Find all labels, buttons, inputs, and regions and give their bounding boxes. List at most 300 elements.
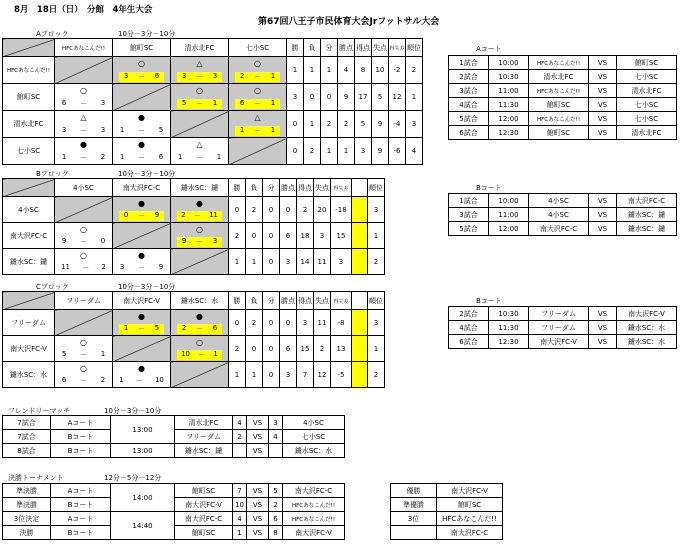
block-b-format: 10分－3分－10分 xyxy=(118,170,176,178)
block-a-format: 10分－3分－10分 xyxy=(118,30,176,38)
match-cell xyxy=(283,416,345,430)
schedule-cell xyxy=(617,112,677,126)
stat-value: 6 xyxy=(285,231,291,240)
match-cell: △ 3 － 3 xyxy=(171,57,229,84)
stat-value: 2 xyxy=(234,344,240,353)
col-header xyxy=(55,292,113,310)
stat-cell xyxy=(406,57,423,84)
stat-cell xyxy=(304,138,321,165)
stat-cell xyxy=(280,310,297,336)
score-against: 0 xyxy=(100,236,106,245)
schedule-value: 10:30 xyxy=(498,72,519,81)
result-value: HFCあなこんだ!! xyxy=(442,514,497,523)
stat-header xyxy=(314,179,331,197)
stat-cell xyxy=(280,197,297,223)
finals-label: 決勝トーナメント xyxy=(8,474,64,482)
match-cell: △ 1 － 1 xyxy=(171,138,229,165)
stat-cell xyxy=(263,310,280,336)
stat-header: 得点 xyxy=(298,296,312,305)
stat-value: 3 xyxy=(285,257,291,266)
score-for: 3 xyxy=(119,262,125,271)
score-against: 1 xyxy=(270,98,276,107)
team-name: フリーダム xyxy=(11,318,46,327)
schedule-value: 11:00 xyxy=(498,86,519,95)
col-header xyxy=(113,292,171,310)
result-value: 準優勝 xyxy=(403,500,424,509)
stat-cell xyxy=(314,223,331,249)
match-value: 10 xyxy=(235,500,244,509)
match-cell xyxy=(247,498,269,512)
stat-cell xyxy=(314,310,331,336)
stat-value: 0 xyxy=(285,318,291,327)
team-name: 鑓水SC：鑓 xyxy=(9,257,48,266)
score-for: 1 xyxy=(119,152,125,161)
stat-value: 0 xyxy=(268,370,274,379)
stat-value: 3 xyxy=(360,147,366,155)
stat-header xyxy=(338,39,355,57)
result-value: 館町SC xyxy=(457,500,482,509)
stat-cell xyxy=(331,310,352,336)
stat-cell xyxy=(372,138,389,165)
stat-cell xyxy=(321,111,338,138)
score-for: 1 xyxy=(119,125,125,134)
stat-value: 0 xyxy=(285,205,291,214)
team-header: 4小SC xyxy=(73,183,94,192)
stat-cell xyxy=(314,197,331,223)
schedule-value: 10:00 xyxy=(498,58,519,67)
match-value: 4小SC xyxy=(303,418,324,427)
match-value: HFCあなこんだ!! xyxy=(291,516,336,523)
stat-header: 勝点 xyxy=(339,43,353,52)
stat-value: 12 xyxy=(392,93,402,101)
stat-value: 9 xyxy=(377,120,383,128)
match-value: 4 xyxy=(237,418,242,427)
stat-cell xyxy=(229,223,246,249)
final-results xyxy=(390,483,503,540)
stat-cell xyxy=(368,310,385,336)
court-b2-schedule xyxy=(448,306,677,349)
schedule-cell xyxy=(617,98,677,112)
result-cell xyxy=(437,526,503,540)
result-mark: ○ xyxy=(138,58,145,68)
stat-cell xyxy=(229,336,246,362)
schedule-value: 12:30 xyxy=(498,128,519,137)
stat-value: 1 xyxy=(326,66,332,74)
result-cell xyxy=(391,484,437,498)
match-value: 7試合 xyxy=(17,432,36,441)
schedule-value: 4小SC xyxy=(548,196,569,205)
court-a-schedule xyxy=(448,55,677,140)
stat-value: 1 xyxy=(251,257,257,266)
stat-cell xyxy=(287,111,304,138)
block-b-table xyxy=(2,178,385,275)
schedule-cell xyxy=(449,222,489,236)
col-header xyxy=(171,39,229,57)
schedule-value: VS xyxy=(597,114,608,123)
match-cell xyxy=(51,526,111,540)
schedule-cell xyxy=(449,208,489,222)
schedule-value: 6試合 xyxy=(459,128,478,137)
stat-value: 1 xyxy=(326,147,332,155)
block-c-label: Cブロック xyxy=(36,283,69,291)
col-header xyxy=(171,292,229,310)
result-mark: ○ xyxy=(196,337,203,347)
score-against: 11 xyxy=(208,210,218,219)
stat-cell xyxy=(389,57,406,84)
stat-cell xyxy=(406,111,423,138)
schedule-value: 11:00 xyxy=(498,210,519,219)
score-against: 2 xyxy=(101,262,106,271)
match-cell xyxy=(3,444,51,458)
row-header xyxy=(3,223,55,249)
match-cell xyxy=(283,526,345,540)
match-value: VS xyxy=(252,446,263,455)
result-value: 南大沢FC-C xyxy=(450,528,489,537)
stat-cell xyxy=(246,249,263,275)
schedule-cell xyxy=(449,194,489,208)
score-against: 2 xyxy=(100,375,106,384)
score-against: 2 xyxy=(100,152,106,161)
match-cell xyxy=(51,444,111,458)
score-against: 1 xyxy=(270,71,276,80)
schedule-cell xyxy=(529,84,589,98)
stat-value: 3 xyxy=(319,231,325,240)
team-name: 南大沢FC-V xyxy=(10,344,47,353)
stat-cell xyxy=(372,111,389,138)
stat-value: 1 xyxy=(234,370,240,379)
schedule-value: 七小SC xyxy=(634,114,659,123)
schedule-value: VS xyxy=(597,323,608,332)
schedule-cell xyxy=(489,222,529,236)
stat-value: 3 xyxy=(373,318,379,327)
row-header xyxy=(3,310,55,336)
match-value: VS xyxy=(252,500,263,509)
col-header xyxy=(171,179,229,197)
stat-cell xyxy=(355,57,372,84)
score-against: 1 xyxy=(213,349,218,358)
stat-value: 2 xyxy=(234,231,240,240)
schedule-cell xyxy=(589,208,617,222)
corner-cell xyxy=(3,292,55,310)
score-for: 2 xyxy=(181,210,186,219)
schedule-value: 鑓水SC：鑓 xyxy=(627,210,666,219)
score-against: 1 xyxy=(100,349,106,358)
schedule-value: 鑓水SC：水 xyxy=(627,323,666,332)
stat-header xyxy=(263,292,280,310)
stat-value: 0 xyxy=(251,231,257,240)
stat-cell xyxy=(352,223,368,249)
stat-header: 負 xyxy=(308,43,316,52)
stat-cell xyxy=(368,336,385,362)
stat-value: 0 xyxy=(251,344,257,353)
score-for: 6 xyxy=(61,375,67,384)
stat-value: 3 xyxy=(302,318,308,327)
schedule-value: 1試合 xyxy=(459,58,478,67)
stat-cell xyxy=(304,57,321,84)
match-value: 館町SC xyxy=(191,486,216,495)
schedule-value: HFCあなこんだ!! xyxy=(536,88,581,95)
schedule-cell xyxy=(449,70,489,84)
result-mark: ● xyxy=(138,311,145,321)
stat-value: 0 xyxy=(309,93,315,101)
schedule-cell xyxy=(489,70,529,84)
row-header xyxy=(3,197,55,223)
col-header xyxy=(113,39,171,57)
stat-cell xyxy=(368,197,385,223)
time-cell xyxy=(111,416,175,444)
stat-value: 0 xyxy=(268,231,274,240)
match-cell: ● 1 － 6 xyxy=(113,138,171,165)
match-value: 南大沢FC-C xyxy=(294,486,333,495)
result-mark: ● xyxy=(138,363,145,373)
stat-cell xyxy=(297,223,314,249)
schedule-cell xyxy=(529,208,589,222)
match-value: 6 xyxy=(273,514,278,523)
stat-cell xyxy=(229,310,246,336)
stat-header xyxy=(280,179,297,197)
court-a-label: Aコート xyxy=(476,45,502,53)
stat-cell xyxy=(331,336,352,362)
col-header xyxy=(113,179,171,197)
match-value: Aコート xyxy=(67,514,94,523)
stat-cell xyxy=(331,197,352,223)
schedule-cell xyxy=(589,112,617,126)
match-cell: ○ 6 － 3 xyxy=(55,84,113,111)
block-c-format: 10分－3分－10分 xyxy=(118,283,176,291)
diagonal-cell xyxy=(55,310,113,336)
match-cell: ○ 9 － 0 xyxy=(55,223,113,249)
stat-cell xyxy=(355,111,372,138)
result-mark: ○ xyxy=(80,337,87,347)
match-cell xyxy=(175,416,233,430)
result-mark: ○ xyxy=(80,224,87,234)
col-header xyxy=(55,39,113,57)
schedule-cell xyxy=(617,56,677,70)
schedule-cell xyxy=(589,98,617,112)
col-header xyxy=(229,39,287,57)
score-for: 10 xyxy=(181,349,191,358)
stat-cell xyxy=(297,336,314,362)
match-value: 7 xyxy=(237,486,242,495)
stat-value: 2 xyxy=(373,257,379,266)
result-mark: ● xyxy=(138,139,145,149)
schedule-cell xyxy=(589,70,617,84)
block-a-label: Aブロック xyxy=(36,30,69,38)
schedule-cell xyxy=(529,222,589,236)
result-cell xyxy=(437,512,503,526)
stat-cell xyxy=(229,249,246,275)
match-cell xyxy=(283,444,345,458)
result-mark: ○ xyxy=(80,85,87,95)
schedule-cell xyxy=(529,56,589,70)
score-for: 6 xyxy=(61,98,67,107)
match-value: 準決勝 xyxy=(16,500,37,509)
match-cell xyxy=(269,484,283,498)
stat-cell xyxy=(287,84,304,111)
schedule-cell xyxy=(589,84,617,98)
schedule-value: VS xyxy=(597,337,608,346)
stat-header: 分 xyxy=(325,43,333,52)
schedule-cell xyxy=(589,335,617,349)
score-for: 1 xyxy=(123,323,129,332)
schedule-value: 5試合 xyxy=(459,224,478,233)
stat-cell xyxy=(263,362,280,388)
schedule-cell xyxy=(449,112,489,126)
match-value: Aコート xyxy=(67,418,94,427)
schedule-value: 清水北FC xyxy=(631,128,662,137)
match-cell xyxy=(233,444,247,458)
match-cell xyxy=(3,512,51,526)
match-value: 1 xyxy=(237,528,242,537)
stat-cell xyxy=(246,336,263,362)
match-cell: ○ 6 － 1 xyxy=(229,84,287,111)
schedule-value: 10:00 xyxy=(498,196,519,205)
result-cell xyxy=(391,498,437,512)
match-cell: ○ 5 － 1 xyxy=(171,84,229,111)
match-cell xyxy=(283,430,345,444)
schedule-cell xyxy=(529,112,589,126)
stat-cell xyxy=(368,223,385,249)
match-cell xyxy=(247,416,269,430)
schedule-value: 1試合 xyxy=(459,196,478,205)
stat-value: 4 xyxy=(411,147,417,155)
match-value: VS xyxy=(252,514,263,523)
team-header: HFCあなこんだ!! xyxy=(61,45,106,52)
stat-header xyxy=(389,39,406,57)
schedule-cell xyxy=(489,56,529,70)
stat-header: 順位 xyxy=(369,296,383,305)
result-mark: ○ xyxy=(196,85,203,95)
schedule-cell xyxy=(529,70,589,84)
schedule-value: VS xyxy=(597,72,608,81)
match-value: 南大沢FC-V xyxy=(295,528,332,537)
stat-cell xyxy=(406,138,423,165)
match-value: VS xyxy=(252,528,263,537)
result-mark: ● xyxy=(80,139,87,149)
match-cell xyxy=(283,512,345,526)
stat-cell xyxy=(338,84,355,111)
stat-value: 1 xyxy=(411,93,417,101)
stat-cell xyxy=(368,362,385,388)
stat-cell xyxy=(287,57,304,84)
finals-schedule xyxy=(2,483,345,540)
score-against: 6 xyxy=(154,71,160,80)
stat-header: 順位 xyxy=(369,183,383,192)
diagonal-cell xyxy=(171,249,229,275)
stat-value: 5 xyxy=(360,120,366,128)
schedule-value: 南大沢FC-C xyxy=(539,224,578,233)
stat-value: 15 xyxy=(300,344,310,353)
row-header xyxy=(3,249,55,275)
team-header: フリーダム xyxy=(66,296,101,305)
score-for: 11 xyxy=(61,262,71,271)
result-mark: ○ xyxy=(80,363,87,373)
match-value: 鑓水SC：水 xyxy=(294,446,333,455)
stat-cell xyxy=(297,197,314,223)
result-value: 南大沢FC-V xyxy=(451,486,488,495)
schedule-value: 10:30 xyxy=(498,309,519,318)
stat-value: -5 xyxy=(337,370,345,379)
schedule-value: VS xyxy=(597,196,608,205)
schedule-value: 3試合 xyxy=(459,210,478,219)
match-value: 南大沢FC-V xyxy=(185,500,222,509)
stat-cell xyxy=(368,249,385,275)
schedule-cell xyxy=(489,307,529,321)
schedule-cell xyxy=(589,321,617,335)
score-against: 3 xyxy=(212,71,218,80)
schedule-value: HFCあなこんだ!! xyxy=(536,60,581,67)
schedule-value: 2試合 xyxy=(459,309,478,318)
row-header xyxy=(3,362,55,388)
score-against: 3 xyxy=(212,236,218,245)
schedule-cell xyxy=(489,84,529,98)
match-cell xyxy=(269,430,283,444)
match-cell xyxy=(233,416,247,430)
stat-cell xyxy=(246,362,263,388)
match-cell xyxy=(175,484,233,498)
team-header: 南大沢FC-V xyxy=(123,296,160,305)
schedule-cell xyxy=(617,321,677,335)
stat-header xyxy=(406,39,423,57)
match-cell xyxy=(51,416,111,430)
diagonal-cell xyxy=(229,138,287,165)
stat-value: 9 xyxy=(377,147,383,155)
score-for: 9 xyxy=(181,236,187,245)
row-header xyxy=(3,336,55,362)
stat-value: 1 xyxy=(292,66,298,74)
match-cell xyxy=(233,484,247,498)
match-cell xyxy=(175,430,233,444)
schedule-value: VS xyxy=(597,309,608,318)
match-cell: ● 2 － 6 xyxy=(171,310,229,336)
stat-cell xyxy=(263,336,280,362)
stat-cell xyxy=(304,111,321,138)
stat-value: 2 xyxy=(302,205,308,214)
result-mark: ○ xyxy=(196,224,203,234)
match-cell: ● 2 － 11 xyxy=(171,197,229,223)
stat-value: 1 xyxy=(309,120,315,128)
stat-header xyxy=(287,39,304,57)
schedule-value: 4小SC xyxy=(548,210,569,219)
stat-cell xyxy=(338,138,355,165)
score-for: 6 xyxy=(239,98,245,107)
stat-value: 12 xyxy=(317,370,327,379)
stat-cell xyxy=(331,362,352,388)
stat-cell xyxy=(338,57,355,84)
schedule-value: 館町SC xyxy=(546,128,571,137)
score-against: 10 xyxy=(154,375,164,384)
stat-value: 0 xyxy=(326,93,332,101)
diagonal-cell xyxy=(171,362,229,388)
team-header: 鑓水SC：鑓 xyxy=(180,183,219,192)
match-value: 決勝 xyxy=(19,528,34,537)
stat-header xyxy=(297,292,314,310)
team-header: 南大沢FC-C xyxy=(122,183,161,192)
stat-cell xyxy=(352,362,368,388)
match-value: 2 xyxy=(273,500,278,509)
result-value: 3位 xyxy=(407,514,420,523)
schedule-value: 3試合 xyxy=(459,86,478,95)
friendly-schedule xyxy=(2,415,345,458)
stat-header: 失点 xyxy=(315,296,329,305)
score-against: 1 xyxy=(270,125,276,134)
stat-value: 3 xyxy=(411,120,417,128)
block-a-table xyxy=(2,38,423,165)
stat-cell xyxy=(331,223,352,249)
stat-header xyxy=(372,39,389,57)
score-for: 3 xyxy=(61,125,67,134)
stat-header: 失点 xyxy=(373,43,387,52)
